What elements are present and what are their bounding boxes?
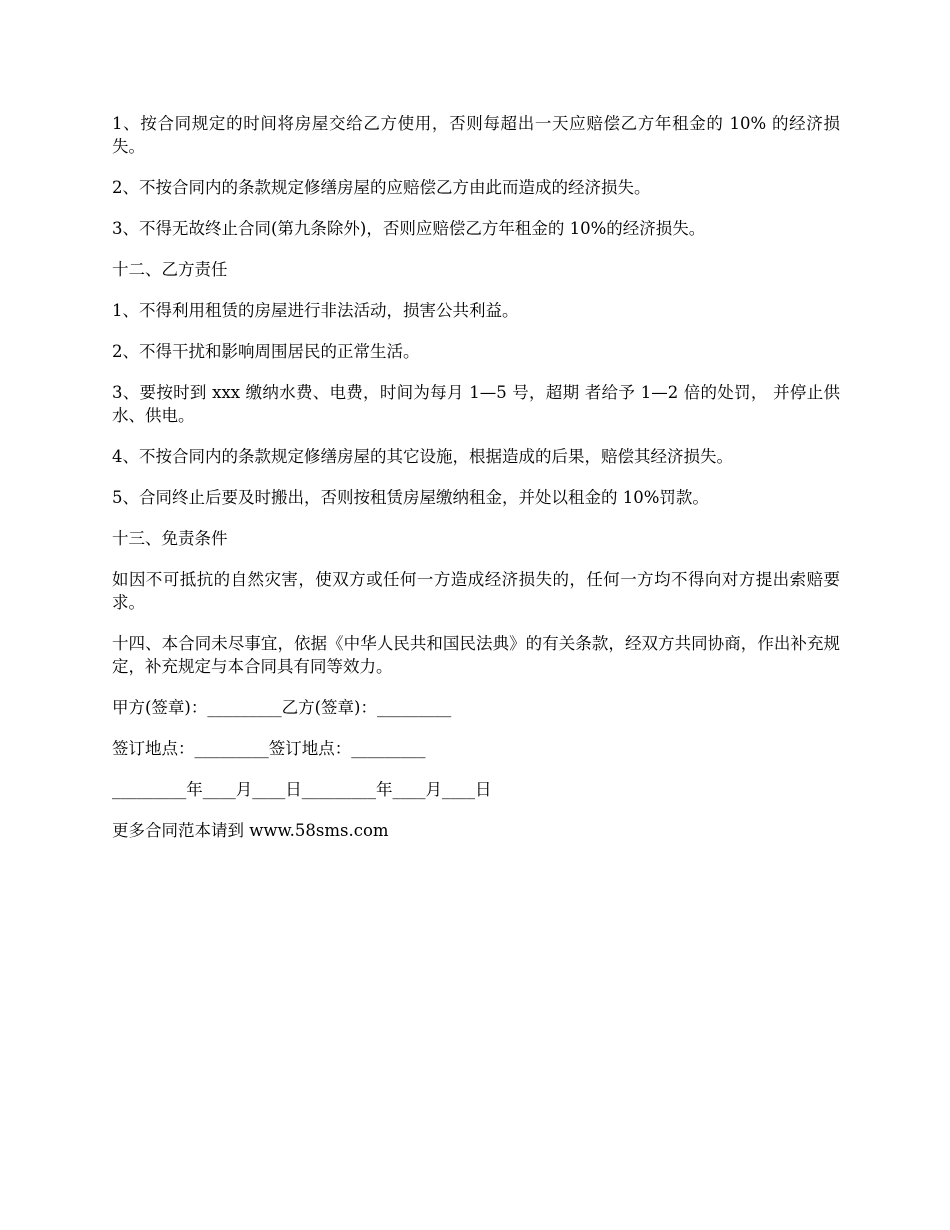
clause-12-item-5: 5、合同终止后要及时搬出，否则按租赁房屋缴纳租金，并处以租金的 10%罚款。 bbox=[112, 488, 709, 507]
clause-11-item-3: 3、不得无故终止合同(第九条除外)，否则应赔偿乙方年租金的 10%的经济损失。 bbox=[112, 219, 706, 238]
clause-11-item-1: 1、按合同规定的时间将房屋交给乙方使用，否则每超出一天应赔偿乙方年租金的 10% 的经济损失。 bbox=[112, 114, 840, 156]
clause-11-item-2: 2、不按合同内的条款规定修缮房屋的应赔偿乙方由此而造成的经济损失。 bbox=[112, 178, 651, 197]
clause-13-text: 如因不可抵抗的自然灾害，使双方或任何一方造成经济损失的，任何一方均不得向对方提出索赔要求。 bbox=[112, 570, 840, 612]
signing-date-line: _________年____月____日_________年____月____日 bbox=[112, 780, 492, 799]
section-13-heading: 十三、免责条件 bbox=[112, 529, 228, 548]
clause-12-item-1: 1、不得利用租赁的房屋进行非法活动，损害公共利益。 bbox=[112, 301, 519, 320]
clause-12-item-3: 3、要按时到 xxx 缴纳水费、电费，时间为每月 1—5 号，超期 者给予 1—2 倍的处罚， 并停止供水、供电。 bbox=[112, 383, 840, 425]
section-12-heading: 十二、乙方责任 bbox=[112, 260, 228, 279]
footer-more-templates: 更多合同范本请到 www.58sms.com bbox=[112, 821, 389, 840]
clause-12-item-4: 4、不按合同内的条款规定修缮房屋的其它设施，根据造成的后果，赔偿其经济损失。 bbox=[112, 447, 733, 466]
clause-12-item-2: 2、不得干扰和影响周围居民的正常生活。 bbox=[112, 342, 420, 361]
clause-14-text: 十四、本合同未尽事宜，依据《中华人民共和国民法典》的有关条款，经双方共同协商，作出补充规定，补充规定与本合同具有同等效力。 bbox=[112, 634, 840, 676]
signature-line: 甲方(签章)：_________乙方(签章)：_________ bbox=[112, 698, 452, 717]
document-body bbox=[112, 112, 840, 842]
signing-place-line: 签订地点：_________签订地点：_________ bbox=[112, 739, 426, 758]
